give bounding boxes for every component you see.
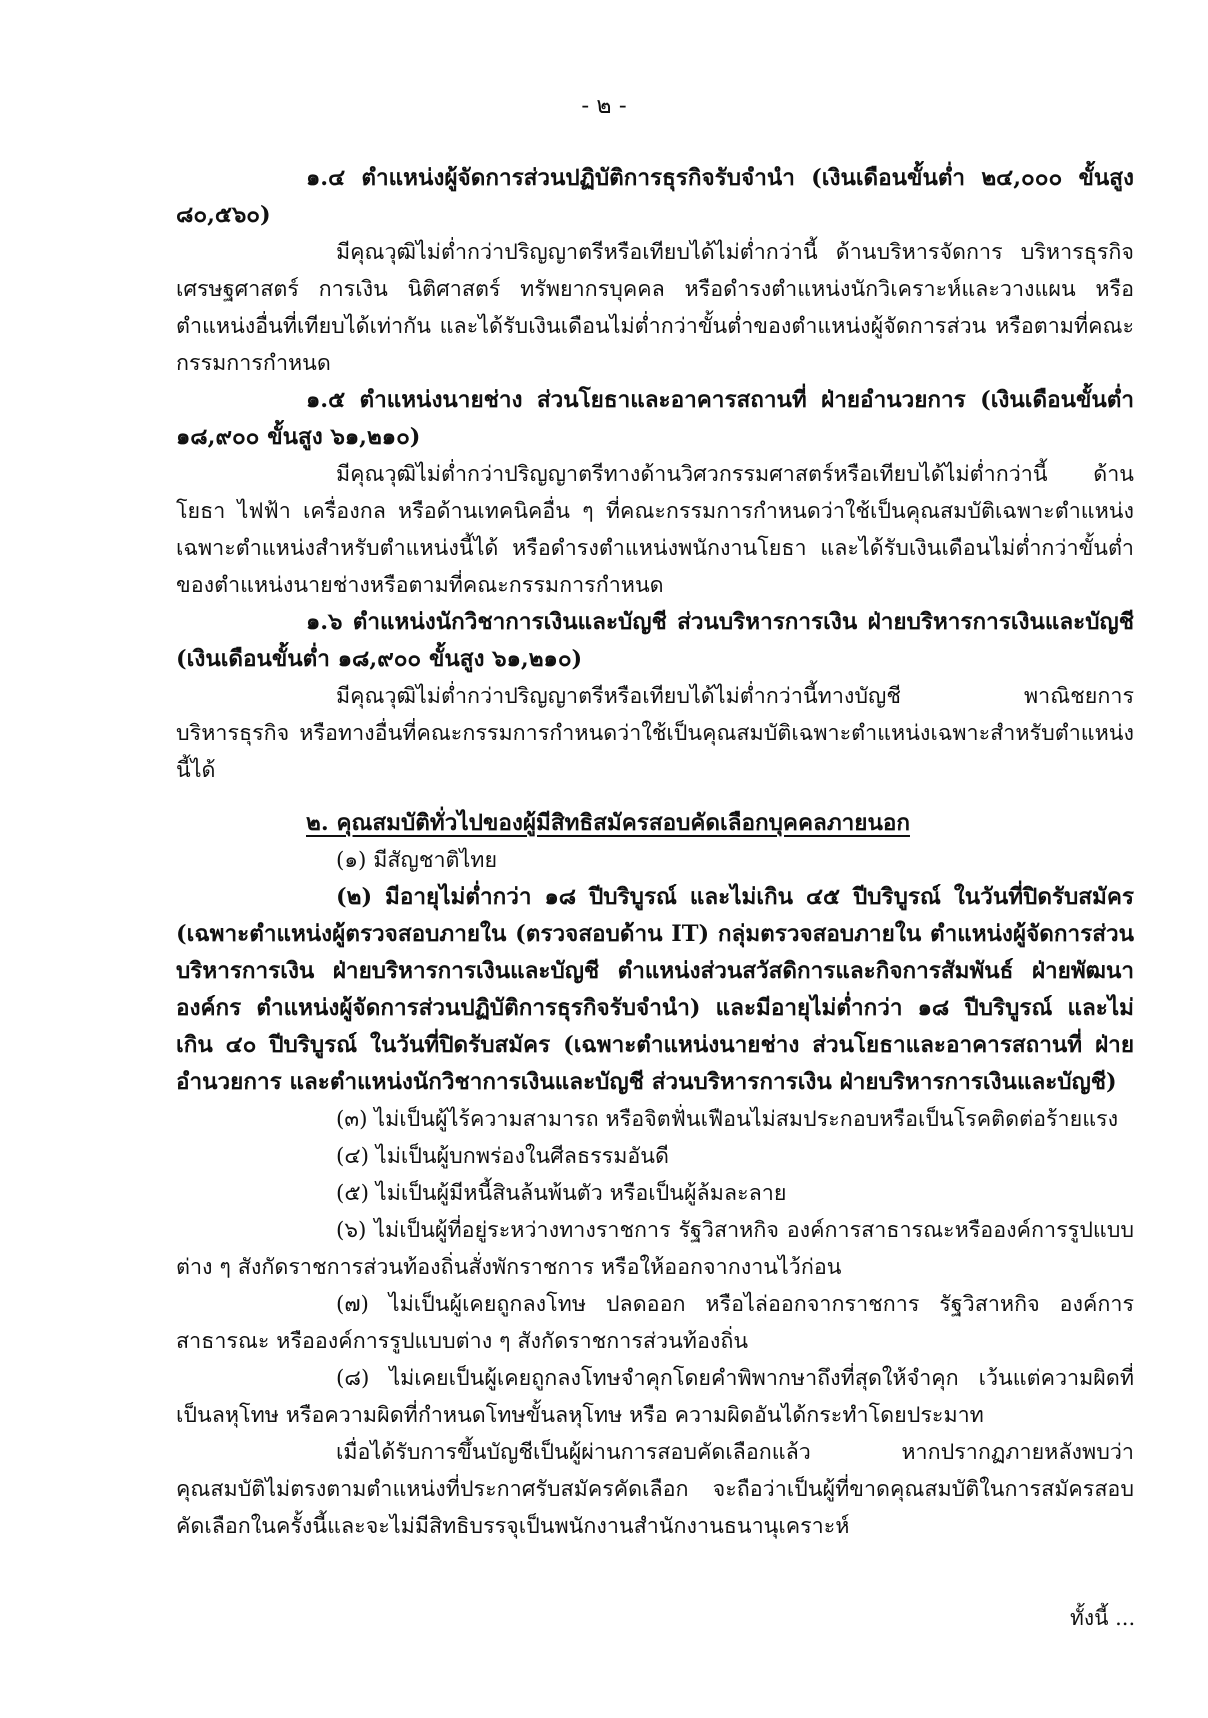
section-body: มีคุณวุฒิไม่ต่ำกว่าปริญญาตรีหรือเทียบได้ไม่ต่ำกว่านี้ทางบัญชี พาณิชยการ บริหารธุรกิจ หรือทางอื่นที่คณะกรรมการกำหนดว่าใช้เป็นคุณสมบัติเฉพาะตำแหน่งเฉพาะสำหรับตำแหน่งนี้ได้ — [176, 684, 1134, 783]
section-heading: ๑.๔ ตำแหน่งผู้จัดการส่วนปฏิบัติการธุรกิจรับจำนำ (เงินเดือนขั้นต่ำ ๒๔,๐๐๐ ขั้นสูง ๘๐,๕๖๐) — [176, 165, 1134, 228]
qualification-item: (๑) มีสัญชาติไทย — [336, 848, 498, 873]
qualification-item: (๗) ไม่เป็นผู้เคยถูกลงโทษ ปลดออก หรือไล่ออกจากราชการ รัฐวิสาหกิจ องค์การสาธารณะ หรือองค์การรูปแบบต่าง ๆ สังกัดราชการส่วนท้องถิ่น — [176, 1292, 1134, 1354]
qualification-item: (๒) มีอายุไม่ต่ำกว่า ๑๘ ปีบริบูรณ์ และไม่เกิน ๔๕ ปีบริบูรณ์ ในวันที่ปิดรับสมัคร (เฉพาะตำแหน่งผู้ตรวจสอบภายใน (ตรวจสอบด้าน IT) กลุ่มตรวจสอบภายใน ตำแหน่งผู้จัดการส่วนบริหารการเงิน ฝ่ายบริหารการเงินและบัญชี ตำแหน่งส่วนสวัสดิการและกิจการสัมพันธ์ ฝ่ายพัฒนาองค์กร ตำแหน่งผู้จัดการส่วนปฏิบัติการธุรกิจรับจำนำ) และมีอายุไม่ต่ำกว่า ๑๘ ปีบริบูรณ์ และไม่เกิน ๔๐ ปีบริบูรณ์ ในวันที่ปิดรับสมัคร (เฉพาะตำแหน่งนายช่าง ส่วนโยธาและอาคารสถานที่ ฝ่ายอำนวยการ และตำแหน่งนักวิชาการเงินและบัญชี ส่วนบริหารการเงิน ฝ่ายบริหารการเงินและบัญชี) — [176, 884, 1134, 1095]
document-body — [176, 160, 1134, 1545]
section-heading: ๑.๖ ตำแหน่งนักวิชาการเงินและบัญชี ส่วนบริหารการเงิน ฝ่ายบริหารการเงินและบัญชี (เงินเดือนขั้นต่ำ ๑๘,๙๐๐ ขั้นสูง ๖๑,๒๑๐) — [176, 609, 1134, 672]
qualification-item: (๔) ไม่เป็นผู้บกพร่องในศีลธรรมอันดี — [336, 1144, 669, 1169]
section-body: มีคุณวุฒิไม่ต่ำกว่าปริญญาตรีหรือเทียบได้ไม่ต่ำกว่านี้ ด้านบริหารจัดการ บริหารธุรกิจ เศรษฐศาสตร์ การเงิน นิติศาสตร์ ทรัพยากรบุคคล หรือดำรงตำแหน่งนักวิเคราะห์และวางแผน หรือตำแหน่งอื่นที่เทียบได้เท่ากัน และได้รับเงินเดือนไม่ต่ำกว่าขั้นต่ำของตำแหน่งผู้จัดการส่วน หรือตามที่คณะกรรมการกำหนด — [176, 240, 1134, 376]
continuation-note: ทั้งนี้ ... — [1070, 1606, 1136, 1630]
qualification-item: (๕) ไม่เป็นผู้มีหนี้สินล้นพ้นตัว หรือเป็นผู้ล้มละลาย — [336, 1181, 787, 1206]
section-body: มีคุณวุฒิไม่ต่ำกว่าปริญญาตรีทางด้านวิศวกรรมศาสตร์หรือเทียบได้ไม่ต่ำกว่านี้ ด้านโยธา ไฟฟ้า เครื่องกล หรือด้านเทคนิคอื่น ๆ ที่คณะกรรมการกำหนดว่าใช้เป็นคุณสมบัติเฉพาะตำแหน่งเฉพาะตำแหน่งสำหรับตำแหน่งนี้ได้ หรือดำรงตำแหน่งพนักงานโยธา และได้รับเงินเดือนไม่ต่ำกว่าขั้นต่ำของตำแหน่งนายช่างหรือตามที่คณะกรรมการกำหนด — [176, 462, 1134, 598]
section-heading: ๑.๕ ตำแหน่งนายช่าง ส่วนโยธาและอาคารสถานที่ ฝ่ายอำนวยการ (เงินเดือนขั้นต่ำ ๑๘,๙๐๐ ขั้นสูง ๖๑,๒๑๐) — [176, 387, 1134, 450]
general-qualifications-heading-text: ๒. คุณสมบัติทั่วไปของผู้มีสิทธิสมัครสอบคัดเลือกบุคคลภายนอก — [306, 810, 910, 836]
general-qualifications-heading — [176, 805, 1134, 842]
qualification-item: (๖) ไม่เป็นผู้ที่อยู่ระหว่างทางราชการ รัฐวิสาหกิจ องค์การสาธารณะหรือองค์การรูปแบบต่าง ๆ สังกัดราชการส่วนท้องถิ่นสั่งพักราชการ หรือให้ออกจากงานไว้ก่อน — [176, 1218, 1134, 1280]
qualification-item: (๘) ไม่เคยเป็นผู้เคยถูกลงโทษจำคุกโดยคำพิพากษาถึงที่สุดให้จำคุก เว้นแต่ความผิดที่เป็นลหุโทษ หรือความผิดที่กำหนดโทษขั้นลหุโทษ หรือ ความผิดอันได้กระทำโดยประมาท — [176, 1366, 1134, 1428]
qualification-item: (๓) ไม่เป็นผู้ไร้ความสามารถ หรือจิตฟั่นเฟือนไม่สมประกอบหรือเป็นโรคติดต่อร้ายแรง — [336, 1107, 1119, 1132]
page-number: - ๒ - — [581, 93, 627, 119]
closing-paragraph: เมื่อได้รับการขึ้นบัญชีเป็นผู้ผ่านการสอบคัดเลือกแล้ว หากปรากฏภายหลังพบว่าคุณสมบัติไม่ตรงตามตำแหน่งที่ประกาศรับสมัครคัดเลือก จะถือว่าเป็นผู้ที่ขาดคุณสมบัติในการสมัครสอบคัดเลือกในครั้งนี้และจะไม่มีสิทธิบรรจุเป็นพนักงานสำนักงานธนานุเคราะห์ — [176, 1440, 1134, 1539]
